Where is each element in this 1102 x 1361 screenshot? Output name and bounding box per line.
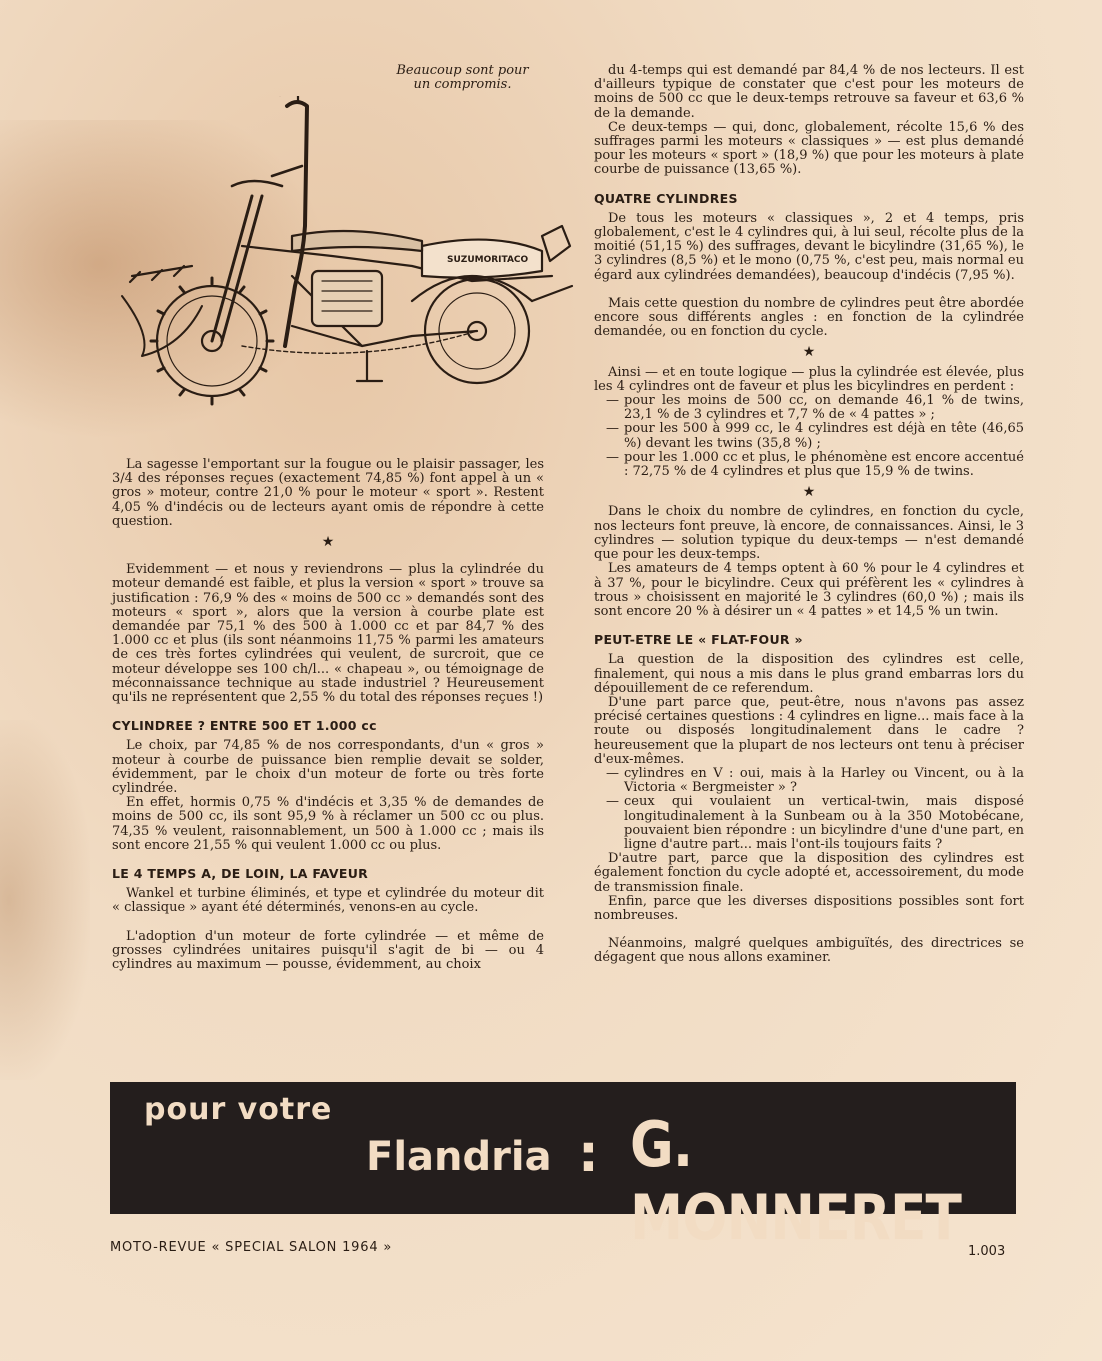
paragraph: Enfin, parce que les diverses dispositions possibles sont fort nombreuses. xyxy=(594,893,1024,923)
list-item: — cylindres en V : oui, mais à la Harley ou Vincent, ou à la Victoria « Bergmeister » ? xyxy=(610,767,1024,795)
paragraph: De tous les moteurs « classiques », 2 et 4 temps, pris globalement, c'est le 4 cylindres qui, à lui seul, récolte plus de la moitié (51,15 %) des suffrages, devant le bicylindre (31,65 %), le 3 cylindres (8,5 %) et le mono (0,75 %, c'est peu, mais normal eu égard aux cylindrées demandées), beaucoup d'indécis (7,95 %). xyxy=(594,210,1024,283)
list-item: — pour les 500 à 999 cc, le 4 cylindres est déjà en tête (46,65 %) devant les twins (35,8 %) ; xyxy=(610,422,1024,450)
illustration-caption xyxy=(380,64,545,92)
motorcycle-illustration xyxy=(112,96,588,414)
ad-brand-name: G. MONNERET xyxy=(630,1108,962,1254)
star-separator: ★ xyxy=(321,534,335,551)
list xyxy=(594,394,1024,479)
paragraph: Wankel et turbine éliminés, et type et cylindrée du moteur dit « classique » ayant été déterminés, venons-en au cycle. xyxy=(112,886,544,916)
paragraph: Ce deux-temps — qui, donc, globalement, récolte 15,6 % des suffrages parmi les moteurs « classiques » — est plus demandé pour les moteurs « sport » (18,9 %) que pour les moteurs à plate courbe de puissance (13,65 %). xyxy=(594,119,1024,178)
paragraph: du 4-temps qui est demandé par 84,4 % de nos lecteurs. Il est d'ailleurs typique de constater que c'est pour les moteurs de moins de 500 cc que le deux-temps retrouve sa faveur et 63,6 % de la demande. xyxy=(594,63,1024,121)
left-column xyxy=(112,458,544,972)
paragraph: Mais cette question du nombre de cylindres peut être abordée encore sous différents angles : en fonction de la cylindrée demandée, ou en fonction du cycle. xyxy=(594,295,1024,340)
tank-label: SUZUMORITACO xyxy=(447,255,529,265)
section-heading: PEUT-ETRE LE « FLAT-FOUR » xyxy=(594,632,803,648)
list-item: — ceux qui voulaient un vertical-twin, mais disposé longitudinalement à la Sunbeam ou à la 350 Motobécane, pouvaient bien répondre : un bicylindre d'une d'une part, en ligne d'autre part... mais l'ont-ils toujours faits ? xyxy=(610,795,1024,852)
section-heading: CYLINDREE ? ENTRE 500 ET 1.000 cc xyxy=(112,718,377,734)
ad-line-2: Flandria xyxy=(366,1134,552,1180)
right-column xyxy=(594,64,1024,966)
paragraph: La sagesse l'emportant sur la fougue ou le plaisir passager, les 3/4 des réponses reçues (exactement 74,85 %) font appel à un « gros » moteur, contre 21,0 % pour le moteur « sport ». Restent 4,05 % d'indécis ou de lecteurs ayant omis de répondre à cette question. xyxy=(112,457,544,529)
paragraph: La question de la disposition des cylindres est celle, finalement, qui nous a mis dans le plus grand embarras lors du dépouillement de ce referendum. xyxy=(594,652,1024,696)
list xyxy=(594,767,1024,852)
star-separator: ★ xyxy=(802,344,816,361)
section-heading: QUATRE CYLINDRES xyxy=(594,190,738,206)
footer-publication: MOTO-REVUE « SPECIAL SALON 1964 » xyxy=(110,1240,393,1255)
paragraph: Néanmoins, malgré quelques ambiguïtés, des directrices se dégagent que nous allons examiner. xyxy=(594,936,1024,966)
list-item: — pour les moins de 500 cc, on demande 46,1 % de twins, 23,1 % de 3 cylindres et 7,7 % de « 4 pattes » ; xyxy=(610,394,1024,422)
paragraph: Dans le choix du nombre de cylindres, en fonction du cycle, nos lecteurs font preuve, là encore, de connaissances. Ainsi, le 3 cylindres — solution typique du deux-temps — n'est demandé que pour les deux-temps. xyxy=(594,504,1024,563)
paragraph: D'autre part, parce que la disposition des cylindres est également fonction du cycle adopté et, accessoirement, du mode de transmission finale. xyxy=(594,851,1024,895)
caption-line-1: Beaucoup sont pour xyxy=(396,63,529,78)
star-separator: ★ xyxy=(802,484,816,501)
paragraph: L'adoption d'un moteur de forte cylindrée — et même de grosses cylindrées unitaires puisqu'il s'agit de bi — ou 4 cylindres au maximum — pousse, évidemment, au choix xyxy=(112,928,544,973)
section-heading: LE 4 TEMPS A, DE LOIN, LA FAVEUR xyxy=(112,866,369,882)
paragraph: Les amateurs de 4 temps optent à 60 % pour le 4 cylindres et à 37 %, pour le bicylindre. Ceux qui préfèrent les « cylindres à trous » choisissent en majorité le 3 cylindres (60,0 %) ; mais ils sont encore 20 % à désirer un « 4 pattes » et 14,5 % un twin. xyxy=(594,561,1024,619)
ad-colon: : xyxy=(578,1124,599,1184)
paragraph: D'une part parce que, peut-être, nous n'avons pas assez précisé certaines questions : 4 cylindres en ligne... mais face à la route ou disposés longitudinalement dans le cadre ? heureusement que la plupart de nos lecteurs ont tenu à préciser d'eux-mêmes. xyxy=(594,694,1024,767)
ad-line-1: pour votre xyxy=(144,1092,333,1127)
list-item: — pour les 1.000 cc et plus, le phénomène est encore accentué : 72,75 % de 4 cylindres et plus que 15,9 % de twins. xyxy=(610,451,1024,479)
footer-page-number: 1.003 xyxy=(968,1244,1006,1259)
caption-line-2: un compromis. xyxy=(413,77,512,92)
paragraph: Ainsi — et en toute logique — plus la cylindrée est élevée, plus les 4 cylindres ont de faveur et plus les bicylindres en perdent : xyxy=(594,364,1024,394)
paragraph: Evidemment — et nous y reviendrons — plus la cylindrée du moteur demandé est faible, et plus la version « sport » trouve sa justification : 76,9 % des « moins de 500 cc » demandés sont des moteurs « sport », alors que la version à courbe plate est demandée par 75,1 % des 500 à 1.000 cc et par 84,7 % des 1.000 cc et plus (ils sont néanmoins 11,75 % parmi les amateurs de ces très fortes cylindrées qui veulent, de surcroit, que ce moteur développe ses 100 ch/l... « chapeau », ou témoignage de méconnaissance technique au stade industriel ? Heureusement qu'ils ne représentent que 2,55 % du total des réponses reçues !) xyxy=(112,562,544,706)
paragraph: Le choix, par 74,85 % de nos correspondants, d'un « gros » moteur à courbe de puissance bien remplie devait se solder, évidemment, par le choix d'un moteur de forte ou très forte cylindrée. xyxy=(112,738,544,797)
paragraph: En effet, hormis 0,75 % d'indécis et 3,35 % de demandes de moins de 500 cc, ils sont 95,9 % à réclamer un 500 cc ou plus. 74,35 % veulent, raisonnablement, un 500 à 1.000 cc ; mais ils sont encore 21,55 % qui veulent 1.000 cc ou plus. xyxy=(112,795,544,853)
